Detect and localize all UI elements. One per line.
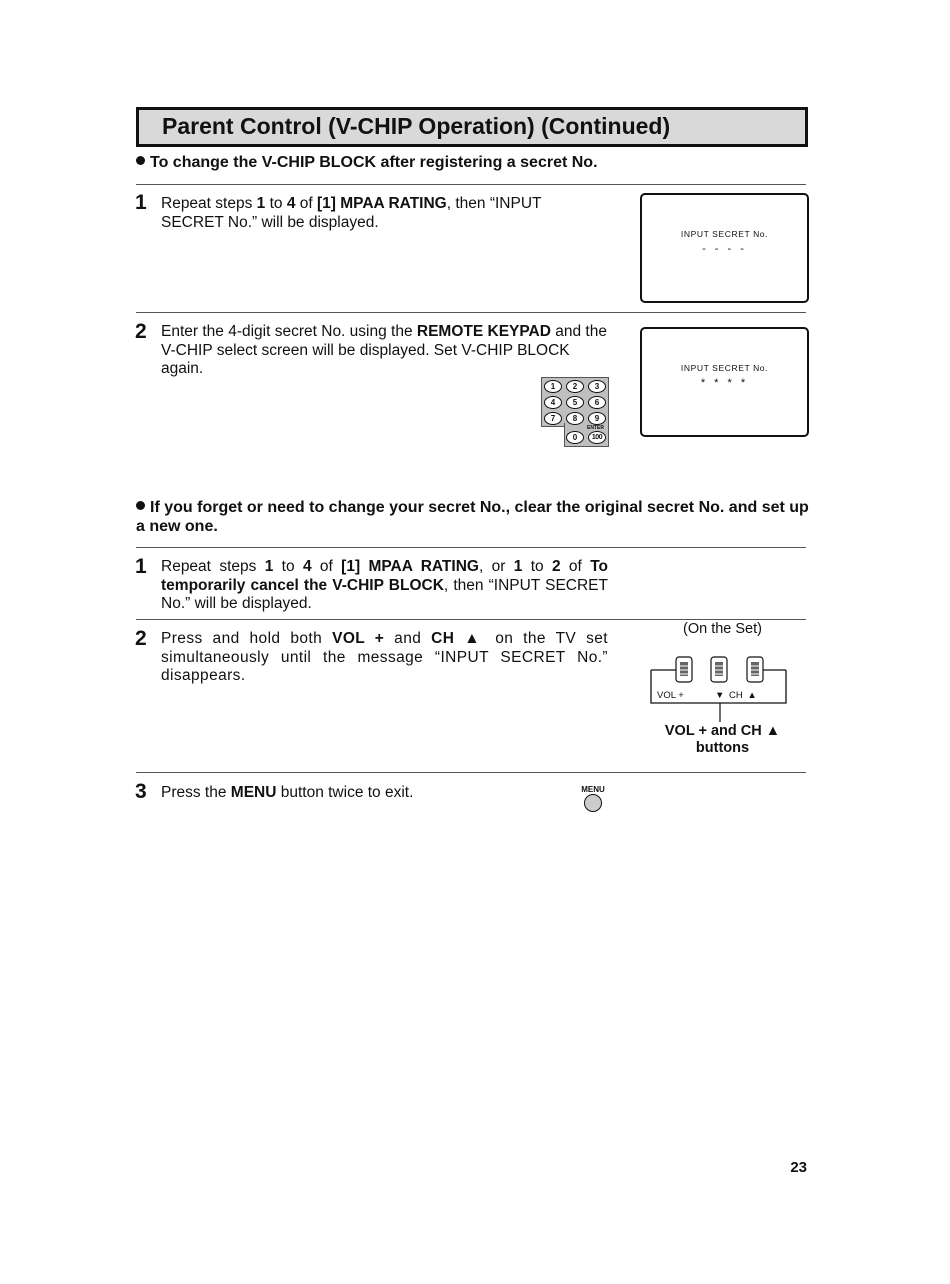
section2-heading: If you forget or need to change your secret No., clear the original secret No. and set up a new one. bbox=[136, 499, 809, 535]
keypad-key-5: 5 bbox=[566, 396, 584, 409]
screen-value: - - - - bbox=[702, 243, 747, 255]
screen-value: * * * * bbox=[700, 377, 749, 389]
keypad-enter-label: ENTER bbox=[587, 425, 604, 431]
step-text: Repeat steps 1 to 4 of [1] MPAA RATING, or 1 to 2 of To temporarily cancel the V-CHIP BLOCK, then “INPUT SECRET No.” will be displayed. bbox=[161, 558, 608, 612]
bullet-icon bbox=[136, 501, 145, 510]
step-number: 3 bbox=[135, 780, 147, 803]
menu-button-label: MENU bbox=[581, 785, 605, 794]
keypad-key-6: 6 bbox=[588, 396, 606, 409]
vol-plus-label: VOL + bbox=[657, 690, 684, 701]
divider bbox=[136, 547, 806, 548]
remote-keypad-icon bbox=[541, 377, 609, 448]
keypad-key-1: 1 bbox=[544, 380, 562, 393]
keypad-key-2: 2 bbox=[566, 380, 584, 393]
step-text: Enter the 4-digit secret No. using the REMOTE KEYPAD and the V-CHIP select screen will be displayed. Set V-CHIP BLOCK again. bbox=[161, 323, 607, 377]
step-text: Press the MENU button twice to exit. bbox=[161, 784, 414, 801]
menu-button-icon bbox=[584, 794, 602, 812]
tv-screen-display bbox=[640, 327, 809, 437]
tv-screen-display bbox=[640, 193, 809, 303]
divider bbox=[136, 184, 806, 185]
screen-label: INPUT SECRET No. bbox=[680, 363, 769, 373]
ch-label: ▼ CH ▲ bbox=[715, 690, 757, 701]
screen-label: INPUT SECRET No. bbox=[680, 229, 769, 239]
divider bbox=[136, 772, 806, 773]
page-title: Parent Control (V-CHIP Operation) (Continued) bbox=[162, 113, 671, 139]
page-title-box bbox=[136, 107, 808, 147]
section1-heading: To change the V-CHIP BLOCK after registering a secret No. bbox=[136, 153, 816, 172]
step-number: 2 bbox=[135, 320, 147, 343]
keypad-key-0: 0 bbox=[566, 431, 584, 444]
tv-panel-buttons-icon bbox=[648, 652, 790, 724]
step-number: 1 bbox=[135, 555, 147, 578]
keypad-key-100: 100 bbox=[588, 431, 606, 444]
keypad-key-8: 8 bbox=[566, 412, 584, 425]
divider bbox=[136, 312, 806, 313]
buttons-caption: VOL + and CH ▲ buttons bbox=[664, 723, 781, 756]
page-number: 23 bbox=[790, 1159, 807, 1176]
divider bbox=[136, 619, 806, 620]
keypad-key-3: 3 bbox=[588, 380, 606, 393]
keypad-key-9: 9 bbox=[588, 412, 606, 425]
step-number: 2 bbox=[135, 627, 147, 650]
step-text: Repeat steps 1 to 4 of [1] MPAA RATING, then “INPUT SECRET No.” will be displayed. bbox=[161, 195, 542, 231]
step-number: 1 bbox=[135, 191, 147, 214]
keypad-key-7: 7 bbox=[544, 412, 562, 425]
keypad-key-4: 4 bbox=[544, 396, 562, 409]
on-the-set-label: (On the Set) bbox=[683, 621, 762, 637]
bullet-icon bbox=[136, 156, 145, 165]
step-text: Press and hold both VOL + and CH ▲ on the TV set simultaneously until the message “INPUT SECRET No.” disappears. bbox=[161, 630, 608, 684]
